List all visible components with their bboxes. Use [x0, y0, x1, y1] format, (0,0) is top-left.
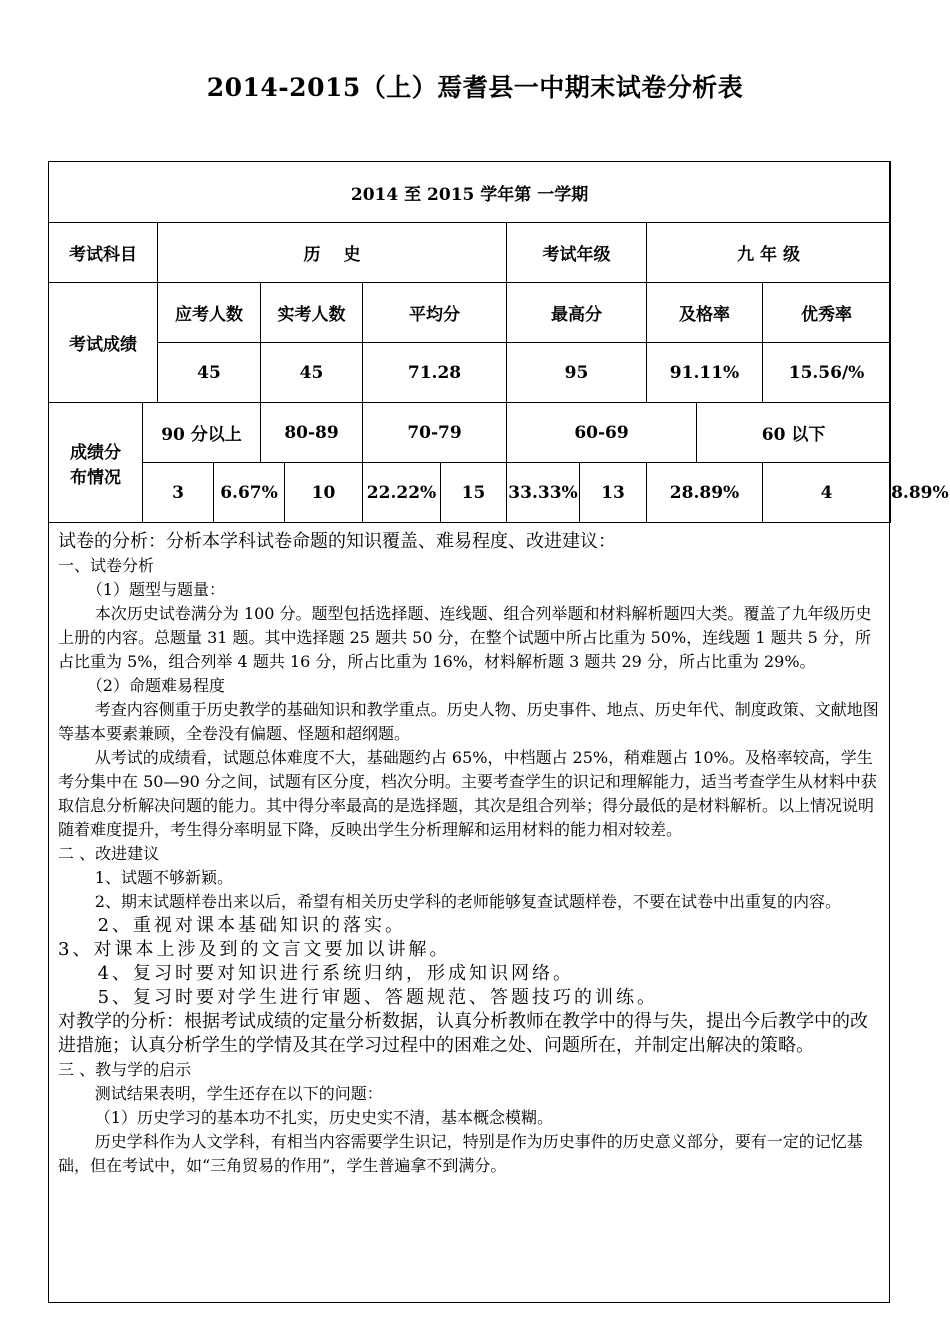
band-range: 60 以下	[697, 403, 891, 463]
score-header: 优秀率	[763, 283, 891, 343]
subsection-heading: （1）题型与题量：	[86, 580, 225, 599]
score-value: 91.11%	[647, 343, 763, 403]
band-count: 4	[763, 463, 891, 523]
band-percent: 28.89%	[647, 463, 763, 523]
band-count: 13	[580, 463, 647, 523]
score-header: 应考人数	[158, 283, 261, 343]
page-title: 2014-2015（上）焉耆县一中期末试卷分析表	[206, 73, 744, 102]
paragraph: 从考试的成绩看，试题总体难度不大，基础题约占 65%，中档题占 25%，稍难题占 10%。及格率较高，学生考分集中在 50—90 分之间，试题有区分度，档次分明。主要考查学生的识记和理解能力，适当考查学生从材料中获取信息分析解决问题的能力。其中得分率最高的是选择题，其次是组合列举；得分最低的是材料解析。以上情况说明随着难度提升，考生得分率明显下降，反映出学生分析理解和运用材料的能力相对较差。	[58, 748, 877, 839]
band-count: 10	[285, 463, 363, 523]
section-heading: 三 、教与学的启示	[58, 1060, 192, 1079]
score-value: 15.56/%	[763, 343, 891, 403]
band-count: 15	[441, 463, 507, 523]
suggestion-item: 2、重视对课本基础知识的落实。	[97, 915, 407, 936]
distribution-label-line: 布情况	[70, 467, 121, 488]
paragraph: 测试结果表明，学生还存在以下的问题：	[94, 1084, 383, 1103]
score-header: 实考人数	[261, 283, 363, 343]
suggestion-item: 1、试题不够新颖。	[94, 868, 233, 887]
teaching-analysis: 对教学的分析：根据考试成绩的定量分析数据，认真分析教师在教学中的得与失，提出今后教学中的改进措施；认真分析学生的学情及其在学习过程中的困难之处、问题所在，并制定出解决的策略。	[58, 1011, 868, 1056]
band-range: 60-69	[507, 403, 697, 463]
grade-label: 考试年级	[507, 223, 647, 283]
suggestion-item: 2、期末试题样卷出来以后，希望有相关历史学科的老师能够复查试题样卷，不要在试卷中出重复的内容。	[94, 892, 841, 911]
score-value: 95	[507, 343, 647, 403]
grade-value: 九 年 级	[647, 223, 891, 283]
semester-header: 2014 至 2015 学年第 一学期	[49, 162, 891, 223]
score-value: 45	[261, 343, 363, 403]
band-percent: 33.33%	[507, 463, 580, 523]
band-percent: 6.67%	[214, 463, 285, 523]
paragraph: 考查内容侧重于历史教学的基础知识和教学重点。历史人物、历史事件、地点、历史年代、制度政策、文献地图等基本要素兼顾，全卷没有偏题、怪题和超纲题。	[58, 700, 879, 743]
band-percent: 22.22%	[363, 463, 441, 523]
band-range: 70-79	[363, 403, 507, 463]
section-heading: 二 、改进建议	[58, 844, 160, 863]
section-heading: 一、试卷分析	[58, 556, 155, 575]
subject-value: 历 史	[158, 223, 507, 283]
suggestion-item: 4、复习时要对知识进行系统归纳，形成知识网络。	[97, 963, 575, 984]
distribution-label	[49, 403, 143, 523]
scores-label: 考试成绩	[49, 283, 158, 403]
analysis-heading: 试卷的分析：分析本学科试卷命题的知识覆盖、难易程度、改进建议：	[58, 531, 616, 552]
suggestion-item: 3、对课本上涉及到的文言文要加以讲解。	[58, 939, 451, 960]
score-header: 平均分	[363, 283, 507, 343]
score-value: 71.28	[363, 343, 507, 403]
band-count: 3	[143, 463, 214, 523]
suggestion-item: 5、复习时要对学生进行审题、答题规范、答题技巧的训练。	[97, 987, 659, 1008]
paragraph: 本次历史试卷满分为 100 分。题型包括选择题、连线题、组合列举题和材料解析题四大类。覆盖了九年级历史上册的内容。总题量 31 题。其中选择题 25 题共 50 分，在整个试题中所占比重为 50%，连线题 1 题共 5 分，所占比重为 5%，组合列举 4 题共 16 分，所占比重为 16%，材料解析题 3 题共 29 分，所占比重为 29%。	[58, 604, 872, 671]
analysis-section	[48, 530, 890, 1178]
subsection-heading: （2）命题难易程度	[86, 676, 225, 695]
paragraph: （1）历史学习的基本功不扎实，历史史实不清，基本概念模糊。	[94, 1108, 553, 1127]
subject-label: 考试科目	[49, 223, 158, 283]
score-header: 最高分	[507, 283, 647, 343]
score-value: 45	[158, 343, 261, 403]
score-header: 及格率	[647, 283, 763, 343]
band-range: 80-89	[261, 403, 363, 463]
summary-table: 2014 至 2015 学年第 一学期 考试科目 历 史 考试年级 九 年 级 考试成绩 应考人数 实考人数 平均分 最高分 及格率 优秀率 45 45 71.28 95 91.11% 15.56/% 成绩分 布情况 90 分以上 80-89 70-79 60-69 60 以下 3 6.67% 10 22.22% 15 33.33% 13 28.89% 4 8.89%	[48, 161, 891, 523]
band-range: 90 分以上	[143, 403, 261, 463]
distribution-label-line: 成绩分	[70, 442, 121, 463]
paragraph: 历史学科作为人文学科，有相当内容需要学生识记，特别是作为历史事件的历史意义部分，要有一定的记忆基础，但在考试中，如“三角贸易的作用”，学生普遍拿不到满分。	[58, 1132, 863, 1175]
